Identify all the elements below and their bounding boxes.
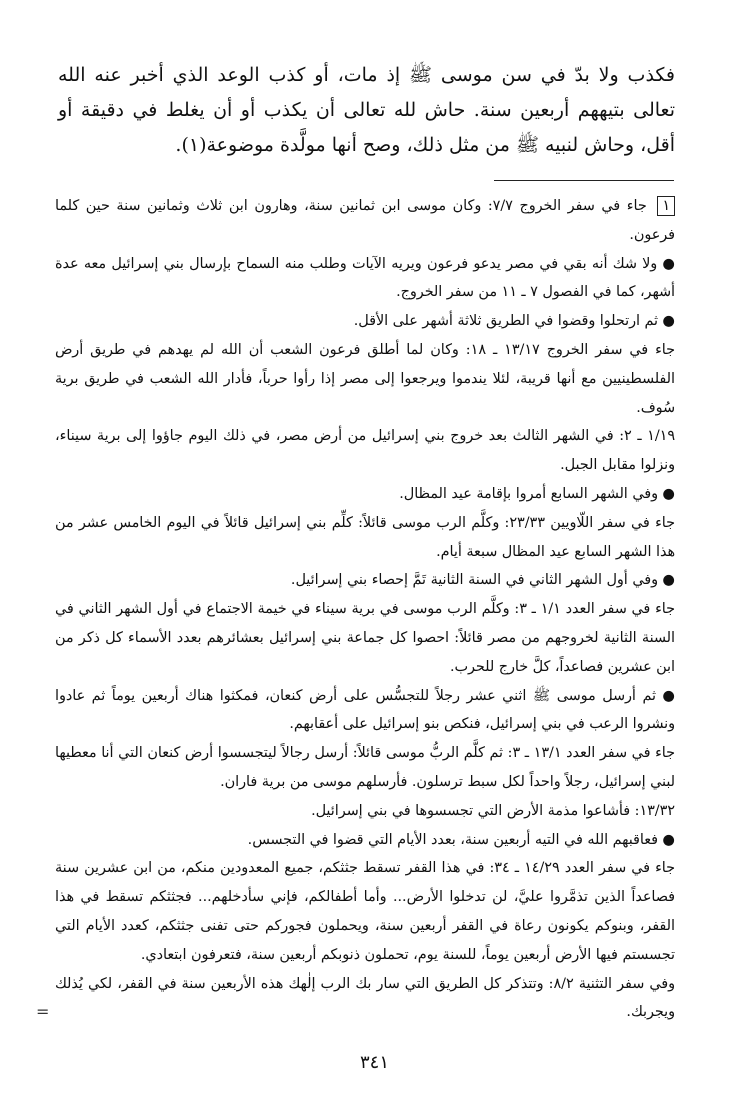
footnote-paragraph: جاء في سفر الخروج ١٣/١٧ ـ ١٨: وكان لما أطلق فرعون الشعب أن الله لم يهدهم في طريق أرض الفلسطينيين مع أنها قريبة، لئلا يندموا ويرجعوا إلى مصر إذا رأوا حرباً، فأدار الله الشعب في طريق برية سُوف. <box>55 341 676 416</box>
footnote-paragraph: جاء في سفر العدد ١٣/١ ـ ٣: ثم كلَّم الربُّ موسى قائلاً: أرسل رجالاً ليتجسسوا أرض كنعان التي أنا معطيها لبني إسرائيل، رجلاً واحداً لكل سبط ترسلون. فأرسلهم موسى من برية فاران. <box>55 745 675 790</box>
footnote-text: جاء في سفر الخروج ٧/٧: وكان موسى ابن ثمانين سنة، وهارون ابن ثلاث وثمانين سنة حين كلما فرعون. <box>55 198 675 243</box>
footnote-number-box: ١ <box>657 196 675 216</box>
footnote-paragraph <box>55 192 675 250</box>
footnotes-block <box>55 192 675 1027</box>
footnote-separator <box>494 180 674 181</box>
main-paragraph: فكذب ولا بدّ في سن موسى ﷺ إذ مات، أو كذب الوعد الذي أخبر عنه الله تعالى بتيههم أربعين سنة. حاش لله تعالى أن يكذب أو أن يغلط في دقيقة أو أقل، وحاش لنبيه ﷺ من مثل ذلك، وصح أنها مولَّدة موضوعة(١). <box>58 64 675 156</box>
footnote-paragraph: وفي سفر التثنية ٨/٢: وتتذكر كل الطريق التي سار بك الرب إلٰهك هذه الأربعين سنة في القفر، لكي يُذلك ويجربك. <box>55 975 676 1021</box>
footnote-paragraph: ● فعاقبهم الله في التيه أربعين سنة، بعدد الأيام التي قضوا في التجسس. <box>247 831 675 848</box>
main-text-block <box>58 58 675 163</box>
footnote-paragraph: ١٣/٣٢: فأشاعوا مذمة الأرض التي تجسسوها في بني إسرائيل. <box>311 802 675 819</box>
page-number: ٣٤١ <box>359 1052 389 1073</box>
footnote-paragraph: ● ثم ارتحلوا وقضوا في الطريق ثلاثة أشهر على الأقل. <box>353 313 675 330</box>
margin-continuation-mark: = <box>36 1002 50 1021</box>
footnote-paragraph: جاء في سفر العدد ١٤/٢٩ ـ ٣٤: في هذا القفر تسقط جثثكم، جميع المعدودين منكم، من ابن عشرين سنة فصاعداً الذين تذمَّروا عليَّ، لن تدخلوا الأرض... وأما أطفالكم، فإني سأدخلهم... فجثثكم تسقط في هذا القفر، وبنوكم يكونون رعاة في القفر أربعين سنة، ويحملون فجوركم حتى تفنى جثثكم، كعدد الأيام التي تجسستم فيها الأرض أربعين يوماً، للسنة يوم، تحملون ذنوبكم أربعين سنة، فتعرفون ابتعادي. <box>55 860 675 963</box>
footnote-paragraph: ● وفي الشهر السابع أمروا بإقامة عيد المظال. <box>399 485 675 502</box>
footnote-paragraph: ● ولا شك أنه بقي في مصر يدعو فرعون ويريه الآيات وطلب منه السماح بإرسال بني إسرائيل معه عدة أشهر، كما في الفصول ٧ ـ ١١ من سفر الخروج. <box>55 255 675 301</box>
footnote-paragraph: ١/١٩ ـ ٢: في الشهر الثالث بعد خروج بني إسرائيل من أرض مصر، في ذلك اليوم جاؤوا إلى برية سيناء، ونزلوا مقابل الجبل. <box>55 428 675 474</box>
footnote-paragraph: جاء في سفر العدد ١/١ ـ ٣: وكلَّم الرب موسى في برية سيناء في خيمة الاجتماع في أول الشهر الثاني في السنة الثانية لخروجهم من مصر قائلاً: احصوا كل جماعة بني إسرائيل بعشائرهم بعدد الأسماء كل ذكر من ابن عشرين فصاعداً، كلَّ خارج للحرب. <box>55 601 675 675</box>
footnote-paragraph: ● وفي أول الشهر الثاني في السنة الثانية تَمَّ إحصاء بني إسرائيل. <box>290 572 675 589</box>
footnote-paragraph: ● ثم أرسل موسى ﷺ اثني عشر رجلاً للتجسُّس على أرض كنعان، فمكثوا هناك أربعين يوماً ثم عادوا ونشروا الرعب في بني إسرائيل، فنكص بنو إسرائيل على أعقابهم. <box>55 687 675 733</box>
footnote-paragraph: جاء في سفر اللّاويين ٢٣/٣٣: وكلَّم الرب موسى قائلاً: كلِّم بني إسرائيل قائلاً في اليوم الخامس عشر من هذا الشهر السابع عيد المظال سبعة أيام. <box>55 514 675 560</box>
